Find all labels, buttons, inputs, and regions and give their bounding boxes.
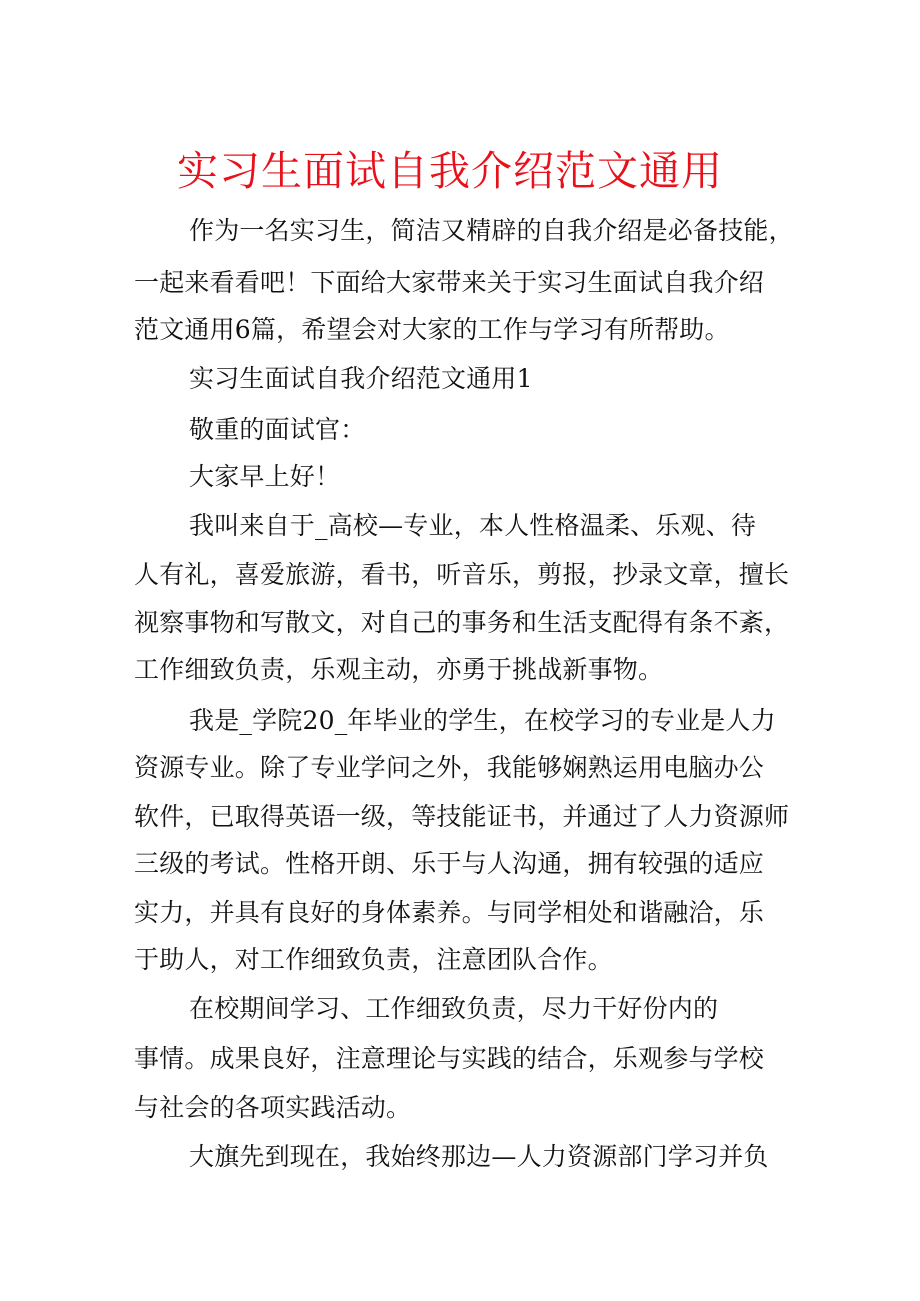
paragraph-line: 我是_学院20_年毕业的学生，在校学习的专业是人力	[189, 706, 776, 735]
document-title: 实习生面试自我介绍范文通用	[177, 147, 723, 195]
paragraph-line: 一起来看看吧！下面给大家带来关于实习生面试自我介绍	[134, 268, 765, 297]
paragraph-line: 三级的考试。性格开朗、乐于与人沟通，拥有较强的适应	[134, 849, 765, 878]
paragraph-line: 软件，已取得英语一级，等技能证书，并通过了人力资源师	[134, 802, 790, 831]
paragraph-line: 于助人，对工作细致负责，注意团队合作。	[134, 945, 613, 974]
greeting-line: 大家早上好！	[189, 462, 341, 491]
section-heading: 实习生面试自我介绍范文通用1	[189, 364, 533, 393]
paragraph-line: 人有礼，喜爱旅游，看书，听音乐，剪报，抄录文章，擅长	[134, 560, 790, 589]
paragraph-line: 与社会的各项实践活动。	[134, 1093, 412, 1122]
paragraph-line: 视察事物和写散文，对自己的事务和生活支配得有条不紊，	[134, 608, 790, 637]
paragraph-line: 我叫来自于_高校—专业，本人性格温柔、乐观、待	[189, 511, 757, 540]
paragraph-line: 事情。成果良好，注意理论与实践的结合，乐观参与学校	[134, 1044, 765, 1073]
paragraph-line: 在校期间学习、工作细致负责，尽力干好份内的	[189, 994, 719, 1023]
paragraph-line: 范文通用6篇，希望会对大家的工作与学习有所帮助。	[134, 315, 730, 344]
salutation-line: 敬重的面试官：	[189, 415, 366, 444]
paragraph-line: 实力，并具有良好的身体素养。与同学相处和谐融洽，乐	[134, 898, 765, 927]
paragraph-line: 资源专业。除了专业学问之外，我能够娴熟运用电脑办公	[134, 753, 765, 782]
paragraph-line: 工作细致负责，乐观主动，亦勇于挑战新事物。	[134, 655, 664, 684]
paragraph-line: 大旗先到现在，我始终那边—人力资源部门学习并负	[189, 1142, 769, 1171]
paragraph-line: 作为一名实习生，简洁又精辟的自我介绍是必备技能，	[189, 216, 794, 245]
